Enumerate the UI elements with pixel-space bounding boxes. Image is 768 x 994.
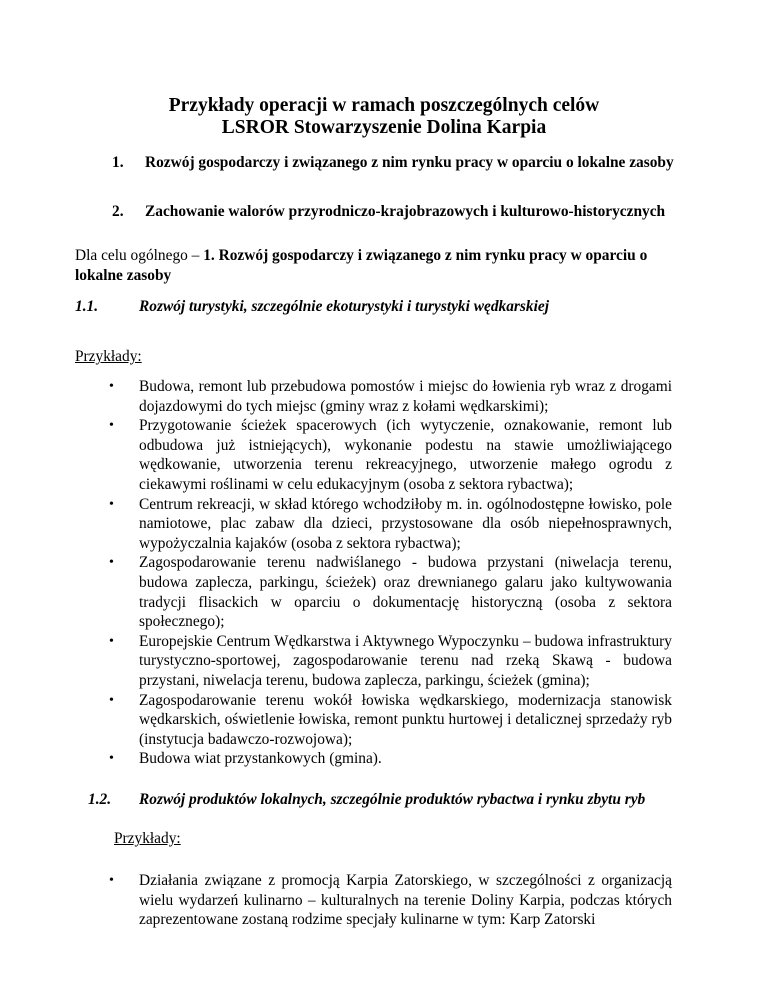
section-number: 1.2. [88,791,112,808]
list-item: • Budowa wiat przystankowych (gmina). [139,749,672,769]
goal-number: 1. [112,154,124,171]
examples-list-1 [139,377,672,769]
examples-list-2 [139,871,672,930]
list-item: • Budowa, remont lub przebudowa pomostów i miejsc do łowienia ryb wraz z drogami dojazdowymi do tych miejsc (gminy wraz z kołami wędkarskimi); [139,377,672,416]
goal-text: Zachowanie walorów przyrodniczo-krajobrazowych i kulturowo-historycznych [145,203,666,220]
document-title-line-2: LSROR Stowarzyszenie Dolina Karpia [221,117,547,138]
examples-label-1: Przykłady: [75,348,142,365]
goal-text: Rozwój gospodarczy i związanego z nim rynku pracy w oparciu o lokalne zasoby [145,154,674,171]
examples-label-2: Przykłady: [114,830,181,847]
list-item: • Zagospodarowanie terenu wokół łowiska wędkarskiego, modernizacja stanowisk wędkarskich, oświetlenie łowiska, remont punktu hurtowej i detalicznej sprzedaży ryb (instytucja badawczo-rozwojowa); [139,691,672,750]
goal-number: 2. [112,203,124,220]
list-item: • Europejskie Centrum Wędkarstwa i Aktywnego Wypoczynku – budowa infrastruktury turystyczno-sportowej, zagospodarowanie terenu nad rzeką Skawą - budowa przystani, niwelacja terenu, budowa zaplecza, parkingu, ścieżek (gmina); [139,632,672,691]
section-title: Rozwój turystyki, szczególnie ekoturystyki i turystyki wędkarskiej [139,298,549,315]
section-number: 1.1. [75,298,99,315]
intro-prefix: Dla celu ogólnego – [75,247,204,264]
document-title-line-1: Przykłady operacji w ramach poszczególnych celów [168,95,600,116]
intro-paragraph [75,246,655,285]
list-item: • Centrum rekreacji, w skład którego wchodziłoby m. in. ogólnodostępne łowisko, pole namiotowe, plac zabaw dla dzieci, przystosowane dla osób niepełnosprawnych, wypożyczalnia kajaków (osoba z sektora rybactwa); [139,495,672,554]
list-item: • Działania związane z promocją Karpia Zatorskiego, w szczególności z organizacją wielu wydarzeń kulinarno – kulturalnych na terenie Doliny Karpia, podczas których zaprezentowane zostaną rodzime specjały kulinarne w tym: Karp Zatorski [139,871,672,930]
intro-goal-bold: 1. Rozwój gospodarczy i związanego z nim rynku pracy w oparciu o lokalne zasoby [75,247,648,284]
section-title: Rozwój produktów lokalnych, szczególnie produktów rybactwa i rynku zbytu ryb [139,791,646,808]
list-item: • Przygotowanie ścieżek spacerowych (ich wytyczenie, oznakowanie, remont lub odbudowa już istniejących), wykonanie podestu na stawie umożliwiającego wędkowanie, utworzenia terenu rekreacyjnego, utworzenie małego ogrodu z ciekawymi roślinami w celu edukacyjnym (osoba z sektora rybactwa); [139,416,672,494]
list-item: • Zagospodarowanie terenu nadwiślanego - budowa przystani (niwelacja terenu, budowa zaplecza, parkingu, ścieżek) oraz drewnianego galaru jako kultywowania tradycji flisackich w oparciu o dokumentację historyczną (osoba z sektora społecznego); [139,553,672,631]
